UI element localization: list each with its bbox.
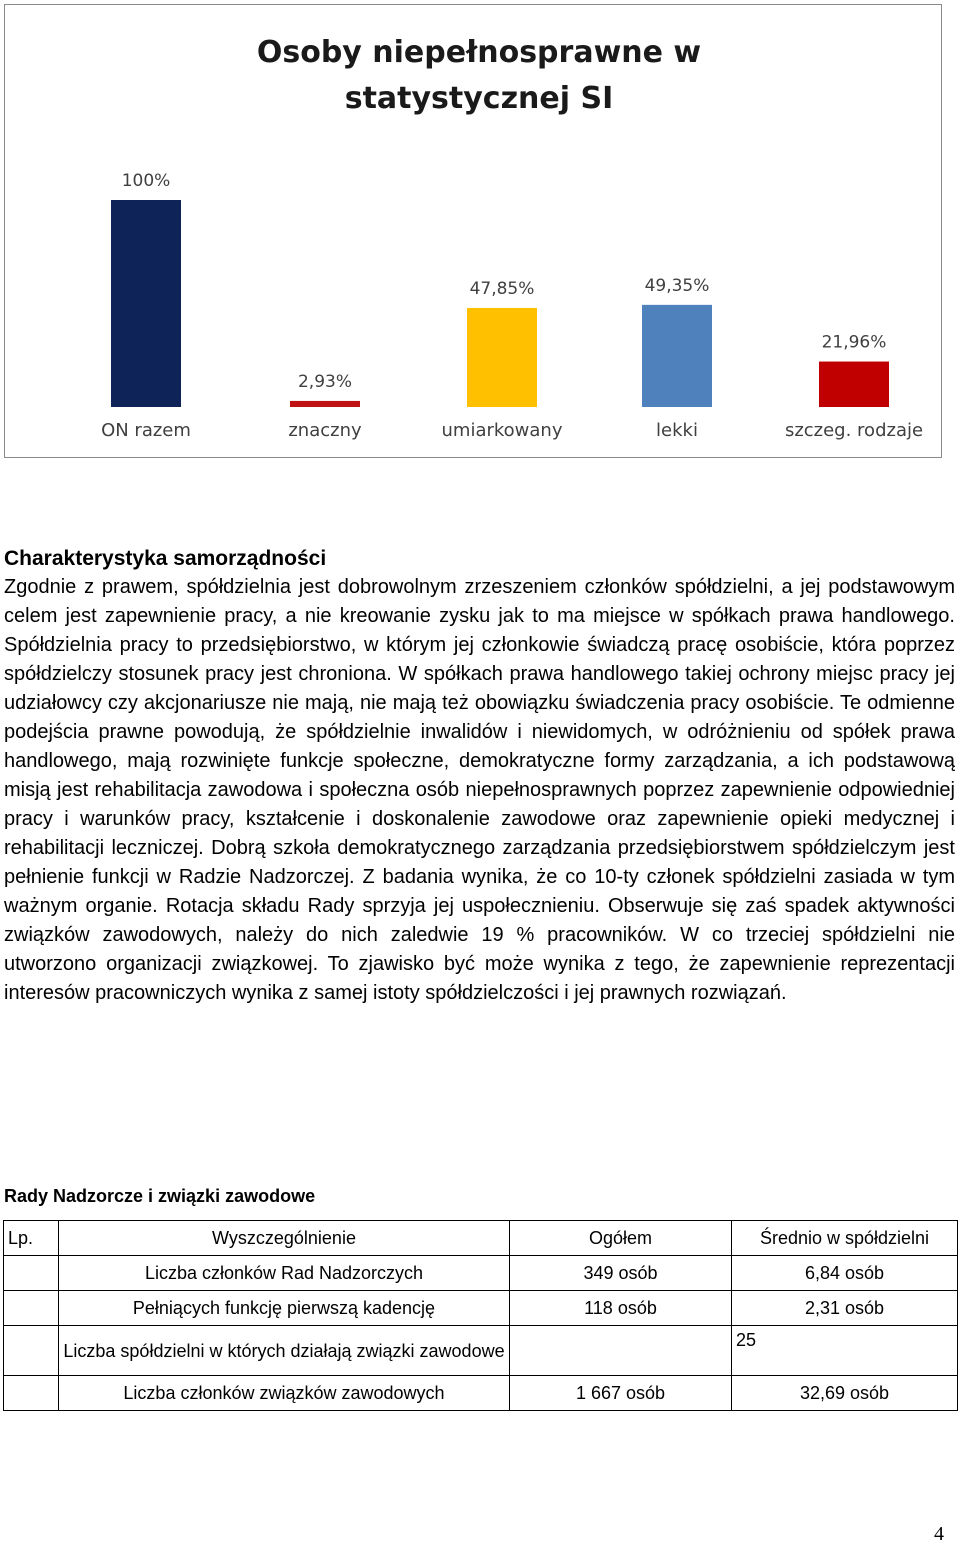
summary-table: [3, 1220, 958, 1411]
bar-znaczny: [290, 401, 360, 407]
row-total: 1 667 osób: [510, 1376, 732, 1411]
row-description: Liczba członków Rad Nadzorczych: [59, 1256, 510, 1291]
bar-on-razem: [111, 200, 181, 407]
data-label: 21,96%: [821, 332, 887, 353]
chart-title-line-1: Osoby niepełnosprawne w: [256, 35, 702, 70]
category-label: znaczny: [288, 420, 362, 441]
row-lp: [4, 1376, 59, 1411]
header-total: Ogółem: [510, 1221, 732, 1256]
row-lp: [4, 1291, 59, 1326]
category-label: lekki: [656, 420, 698, 441]
data-label: 47,85%: [469, 278, 535, 299]
header-lp: Lp.: [4, 1221, 59, 1256]
row-description: Liczba członków związków zawodowych: [59, 1376, 510, 1411]
category-label: ON razem: [101, 420, 191, 441]
header-average: Średnio w spółdzielni: [732, 1221, 958, 1256]
row-total: [510, 1326, 732, 1376]
data-label: 49,35%: [644, 275, 710, 296]
bar-chart: [4, 4, 942, 458]
table-row: [4, 1376, 958, 1411]
row-lp: [4, 1326, 59, 1376]
row-lp: [4, 1256, 59, 1291]
body-paragraph: Zgodnie z prawem, spółdzielnia jest dobrowolnym zrzeszeniem członków spółdzielni, a jej podstawowym celem jest zapewnienie pracy, a nie kreowanie zysku jak to ma miejsce w spółkach prawa handlowego. Spółdzielnia pracy to przedsiębiorstwo, w którym jej członkowie świadczą pracę osobiście, która poprzez spółdzielczy stosunek pracy jest chroniona. W spółkach prawa handlowego takiej ochrony miejsc pracy jej udziałowcy czy akcjonariusze nie mają, nie mają też obowiązku świadczenia pracy osobiście. Te odmienne podejścia prawne powodują, że spółdzielnie inwalidów i niewidomych, w odróżnieniu od spółek prawa handlowego, mają rozwinięte funkcje społeczne, demokratyczne formy zarządzania, a ich podstawową misją jest rehabilitacja zawodowa i społeczna osób niepełnosprawnych poprzez zapewnienie odpowiedniej pracy i warunków pracy, kształcenie i doskonalenie zawodowe oraz zapewnienie opieki medycznej i rehabilitacji leczniczej. Dobrą szkoła demokratycznego zarządzania przedsiębiorstwem spółdzielczym jest pełnienie funkcji w Radzie Nadzorczej. Z badania wynika, że co 10-ty członek spółdzielni zasiada w tym ważnym organie. Rotacja składu Rady sprzyja jej uspołecznieniu. Obserwuje się zaś spadek aktywności związków zawodowych, należy do nich zaledwie 19 % pracowników. W co trzeciej spółdzielni nie utworzono organizacji związkowej. To zjawisko być może wynika z tego, że zapewnienie reprezentacji interesów pracowniczych wynika z samej istoty spółdzielczości i jej prawnych rozwiązań.: [4, 576, 955, 1004]
chart-title-line-2: statystycznej SI: [344, 81, 614, 116]
header-description: Wyszczególnienie: [59, 1221, 510, 1256]
table-row: [4, 1291, 958, 1326]
data-label: 100%: [121, 171, 171, 191]
chart-canvas: [5, 5, 943, 459]
table-title: Rady Nadzorcze i związki zawodowe: [4, 1186, 316, 1206]
row-average: 25: [732, 1326, 958, 1376]
row-average: 6,84 osób: [732, 1256, 958, 1291]
row-description: Liczba spółdzielni w których działają związki zawodowe: [59, 1326, 510, 1376]
table-row: [4, 1256, 958, 1291]
data-label: 2,93%: [297, 371, 353, 392]
table-row: [4, 1326, 958, 1376]
row-description: Pełniących funkcję pierwszą kadencję: [59, 1291, 510, 1326]
category-label: szczeg. rodzaje: [784, 420, 924, 441]
row-total: 349 osób: [510, 1256, 732, 1291]
row-average: 2,31 osób: [732, 1291, 958, 1326]
row-total: 118 osób: [510, 1291, 732, 1326]
row-average: 32,69 osób: [732, 1376, 958, 1411]
bar-umiarkowany: [467, 308, 537, 407]
page-number: 4: [934, 1523, 944, 1545]
category-label: umiarkowany: [441, 420, 563, 441]
bar-lekki: [642, 305, 712, 407]
table-header-row: [4, 1221, 958, 1256]
bar-szczeg-rodzaje: [819, 362, 889, 407]
section-heading: Charakterystyka samorządności: [4, 547, 327, 570]
